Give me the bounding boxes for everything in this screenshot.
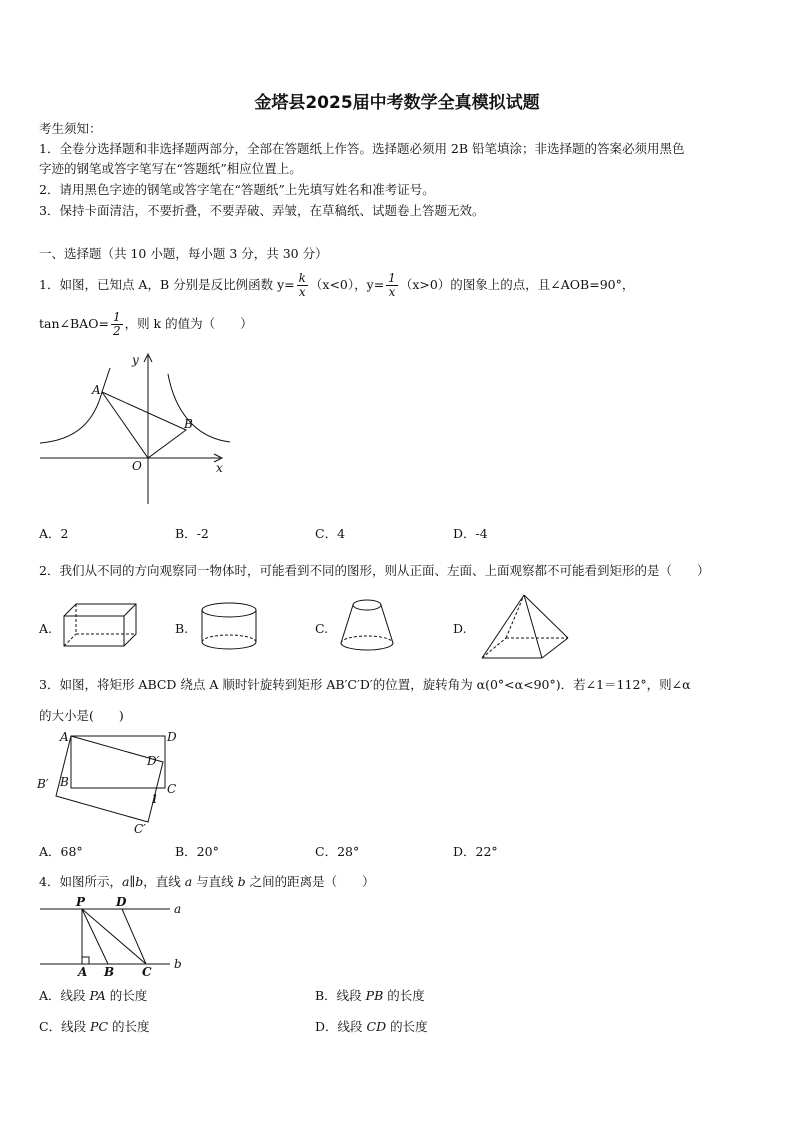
q3-label-D-prime: D′ xyxy=(147,754,160,768)
notice-item-1-line-2: 字迹的钢笔或答字笔写在“答题纸”相应位置上。 xyxy=(39,161,302,176)
q4-option-a[interactable]: A．线段 PA 的长度 xyxy=(39,988,148,1003)
q3-stem-line-2: 的大小是( ) xyxy=(39,708,124,723)
q3-label-B-prime: B′ xyxy=(37,777,49,791)
q4-label-A: A xyxy=(78,965,88,979)
q1-option-c[interactable]: C．4 xyxy=(315,526,346,541)
q2-option-d[interactable]: D. xyxy=(453,621,467,636)
q1-figure xyxy=(36,352,236,510)
q2-option-a[interactable]: A. xyxy=(39,621,53,636)
q1-option-a[interactable]: A．2 xyxy=(39,526,69,541)
q3-label-C: C xyxy=(167,782,177,796)
pyramid-figure xyxy=(478,592,570,662)
q1-option-d[interactable]: D．-4 xyxy=(453,526,488,541)
q3-option-c[interactable]: C．28° xyxy=(315,844,360,859)
q2-option-b[interactable]: B. xyxy=(175,621,189,636)
q3-option-a[interactable]: A．68° xyxy=(39,844,83,859)
q3-label-1: 1 xyxy=(151,792,159,806)
q4-label-C: C xyxy=(142,965,152,979)
notice-item-1-line-1: 1．全卷分选择题和非选择题两部分，全部在答题纸上作答。选择题必须用 2B 铅笔填涂；非选择题的答案必须用黑色 xyxy=(39,141,685,156)
q1-label-O: O xyxy=(132,459,142,473)
q1-option-b[interactable]: B．-2 xyxy=(175,526,209,541)
q4-label-P: P xyxy=(76,895,86,909)
page-title: 金塔县2025届中考数学全真模拟试题 xyxy=(254,93,540,113)
q3-label-D: D xyxy=(167,730,177,744)
q1-label-B: B xyxy=(184,417,193,431)
notice-item-2: 2．请用黑色字迹的钢笔或答字笔在“答题纸”上先填写姓名和准考证号。 xyxy=(39,182,435,197)
q4-option-d[interactable]: D．线段 CD 的长度 xyxy=(315,1019,428,1034)
q2-stem: 2．我们从不同的方向观察同一物体时，可能看到不同的图形，则从正面、左面、上面观察都不可能看到矩形的是（ ） xyxy=(39,563,710,578)
fraction-1-over-x: $\frac{1}{x}$ xyxy=(388,271,396,299)
notice-heading: 考生须知： xyxy=(39,121,102,136)
q3-option-d[interactable]: D．22° xyxy=(453,844,498,859)
q3-label-A: A xyxy=(60,730,69,744)
q1-stem-line-2: tan∠BAO= $\frac{1}{2}$ ，则 k 的值为（ ） xyxy=(39,310,253,338)
cylinder-figure xyxy=(200,600,260,655)
q4-figure xyxy=(36,894,186,978)
cuboid-figure xyxy=(62,602,142,652)
q2-option-c[interactable]: C. xyxy=(315,621,329,636)
q3-label-B: B xyxy=(60,775,69,789)
notice-item-3: 3．保持卡面清洁，不要折叠，不要弄破、弄皱，在草稿纸、试题卷上答题无效。 xyxy=(39,203,485,218)
q4-label-D: D xyxy=(116,895,127,909)
q3-label-C-prime: C′ xyxy=(134,822,146,836)
section-heading: 一、选择题（共 10 小题，每小题 3 分，共 30 分） xyxy=(39,246,328,261)
q3-option-b[interactable]: B．20° xyxy=(175,844,219,859)
frustum-figure xyxy=(338,597,398,657)
q1-stem-line-1: 1．如图，已知点 A，B 分别是反比例函数 y= $\frac{k}{x}$ （x<0），y= $\frac{1}{x}$ （x>0）的图象上的点，且∠AOB=90°， xyxy=(39,271,635,299)
q1-label-y: y xyxy=(132,353,139,367)
q4-stem: 4．如图所示，a∥b，直线 a 与直线 b 之间的距离是（ ） xyxy=(39,874,375,889)
q4-option-b[interactable]: B．线段 PB 的长度 xyxy=(315,988,425,1003)
q4-label-a: a xyxy=(174,902,182,916)
fraction-k-over-x: $\frac{k}{x}$ xyxy=(298,271,306,299)
q4-option-c[interactable]: C．线段 PC 的长度 xyxy=(39,1019,150,1034)
fraction-1-over-2: $\frac{1}{2}$ xyxy=(112,310,121,338)
q3-stem-line-1: 3．如图，将矩形 ABCD 绕点 A 顺时针旋转到矩形 AB′C′D′的位置，旋转角为 α(0°<α<90°)．若∠1＝112°，则∠α xyxy=(39,677,691,692)
q1-label-A: A xyxy=(92,383,101,397)
q1-label-x: x xyxy=(216,461,223,475)
q3-figure xyxy=(34,726,194,838)
q4-label-B: B xyxy=(104,965,115,979)
q4-label-b: b xyxy=(174,957,182,971)
